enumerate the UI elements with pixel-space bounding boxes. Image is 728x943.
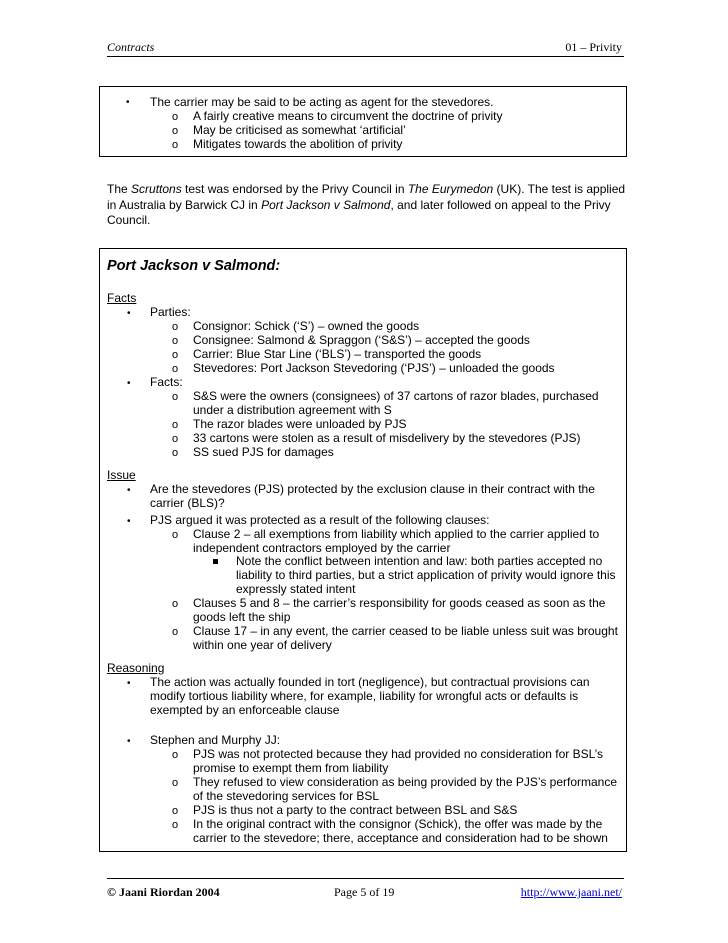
sub-bullet-icon: o <box>172 349 179 361</box>
judges-label: Stephen and Murphy JJ: <box>150 733 281 747</box>
website-link[interactable]: http://www.jaani.net/ <box>520 885 622 899</box>
party-item: Consignor: Schick (‘S’) – owned the goods <box>193 319 420 333</box>
sub-bullet-icon: o <box>172 321 179 333</box>
clause-item: Clauses 5 and 8 – the carrier’s responsibility for goods ceased as soon as the <box>193 596 606 610</box>
box-bullet-text: The carrier may be said to be acting as agent for the stevedores. <box>150 95 494 109</box>
issue-item: PJS argued it was protected as a result of the following clauses: <box>150 513 490 527</box>
box-sub-item: A fairly creative means to circumvent the doctrine of privity <box>193 109 503 123</box>
parties-label: Parties: <box>150 305 191 319</box>
reasoning-sub-item-cont: of the stevedoring services for BSL <box>193 789 380 803</box>
reasoning-item-cont: exempted by an enforceable clause <box>150 703 340 717</box>
sub-bullet-icon: o <box>172 433 179 445</box>
clause-item-cont: independent contractors employed by the carrier <box>193 541 451 555</box>
party-item: Stevedores: Port Jackson Stevedoring (‘PJS’) – unloaded the goods <box>193 361 555 375</box>
sub-bullet-icon: o <box>172 335 179 347</box>
sub-bullet-icon: o <box>172 749 179 761</box>
reasoning-sub-item: PJS was not protected because they had provided no consideration for BSL’s <box>193 747 604 761</box>
clause-item: Clause 2 – all exemptions from liability which applied to the carrier applied to <box>193 527 600 541</box>
fact-item: SS sued PJS for damages <box>193 445 334 459</box>
reasoning-sub-item-cont: promise to exempt them from liability <box>193 761 389 775</box>
sub-bullet-icon: o <box>172 626 179 638</box>
reasoning-heading: Reasoning <box>107 661 165 675</box>
sub-bullet-icon: o <box>172 125 179 137</box>
sub-bullet-icon: o <box>172 391 179 403</box>
party-item: Consignee: Salmond & Spraggon (‘S&S’) – accepted the goods <box>193 333 530 347</box>
page-footer <box>107 878 624 897</box>
header-title: Contracts <box>107 40 155 54</box>
sub-bullet-icon: o <box>172 529 179 541</box>
square-bullet-icon <box>213 559 218 564</box>
sub-bullet-icon: o <box>172 447 179 459</box>
sub-bullet-icon: o <box>172 139 179 151</box>
case-title: Port Jackson v Salmond: <box>107 258 281 274</box>
copyright: © Jaani Riordan 2004 <box>107 885 220 899</box>
fact-item: S&S were the owners (consignees) of 37 cartons of razor blades, purchased <box>193 389 599 403</box>
sub-bullet-icon: o <box>172 598 179 610</box>
fact-item: 33 cartons were stolen as a result of misdelivery by the stevedores (PJS) <box>193 431 581 445</box>
reasoning-sub-item: In the original contract with the consignor (Schick), the offer was made by the <box>193 817 603 831</box>
bullet-icon: • <box>127 308 131 319</box>
fact-item: The razor blades were unloaded by PJS <box>193 417 407 431</box>
party-item: Carrier: Blue Star Line (‘BLS’) – transported the goods <box>193 347 482 361</box>
reasoning-item: The action was actually founded in tort (negligence), but contractual provisions can <box>150 675 590 689</box>
sub-bullet-icon: o <box>172 419 179 431</box>
bullet-icon: • <box>127 485 131 496</box>
facts-label: Facts: <box>150 375 183 389</box>
facts-heading: Facts <box>107 291 137 305</box>
bullet-icon: • <box>127 378 131 389</box>
intro-paragraph: The Scruttons test was endorsed by the Privy Council in The Eurymedon (UK). The test is applied in Australia by Barwick CJ in Port Jackson v Salmond, and later followed on appeal to the Privy Council. <box>107 182 626 227</box>
page-number: Page 5 of 19 <box>334 885 395 899</box>
note-item: Note the conflict between intention and law: both parties accepted no <box>236 554 603 568</box>
reasoning-sub-item-cont: carrier to the stevedore; there, acceptance and consideration had to be shown <box>193 831 608 845</box>
sub-bullet-icon: o <box>172 777 179 789</box>
issue-item-cont: carrier (BLS)? <box>150 496 225 510</box>
sub-bullet-icon: o <box>172 805 179 817</box>
reasoning-sub-item: PJS is thus not a party to the contract between BSL and S&S <box>193 803 518 817</box>
clause-item: Clause 17 – in any event, the carrier ceased to be liable unless suit was brought <box>193 624 618 638</box>
sub-bullet-icon: o <box>172 363 179 375</box>
issue-heading: Issue <box>107 468 136 482</box>
sub-bullet-icon: o <box>172 111 179 123</box>
note-item-cont: liability to third parties, but a strict application of privity would ignore this <box>236 568 616 582</box>
box-sub-item: May be criticised as somewhat ‘artificial’ <box>193 123 406 137</box>
reasoning-sub-item: They refused to view consideration as being provided by the PJS’s performance <box>193 775 618 789</box>
issue-item: Are the stevedores (PJS) protected by the exclusion clause in their contract with the <box>150 482 595 496</box>
clause-item-cont: within one year of delivery <box>193 638 332 652</box>
page-header <box>107 40 624 57</box>
box-sub-item: Mitigates towards the abolition of privity <box>193 137 403 151</box>
reasoning-item-cont: modify tortious liability where, for example, liability for wrongful acts or defaults is <box>150 689 579 703</box>
bullet-icon: • <box>126 97 130 108</box>
fact-item-cont: under a distribution agreement with S <box>193 403 392 417</box>
clause-item-cont: goods left the ship <box>193 610 291 624</box>
note-item-cont: expressly stated intent <box>236 582 356 596</box>
header-section: 01 – Privity <box>565 40 622 54</box>
bullet-icon: • <box>127 678 131 689</box>
bullet-icon: • <box>127 736 131 747</box>
bullet-icon: • <box>127 516 131 527</box>
sub-bullet-icon: o <box>172 819 179 831</box>
